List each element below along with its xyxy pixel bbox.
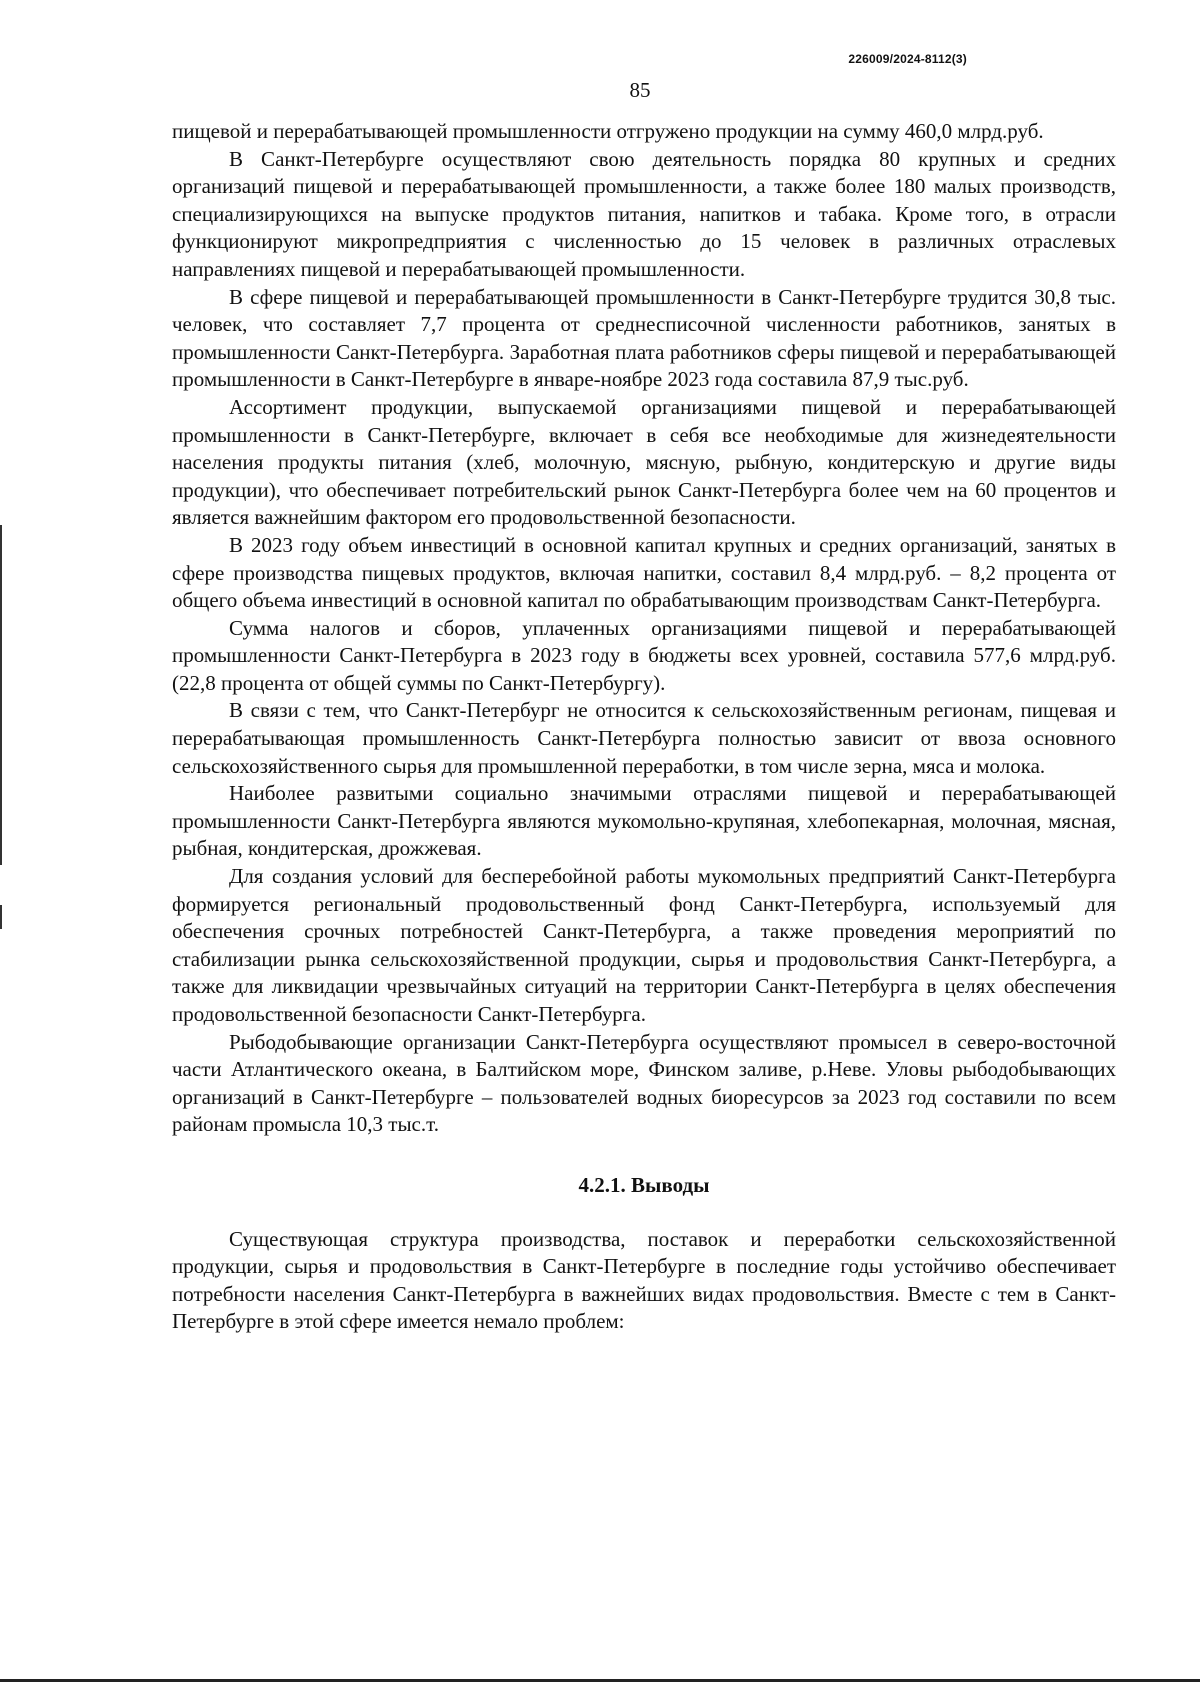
scan-bottom-edge — [0, 1679, 1200, 1682]
paragraph-food-fund: Для создания условий для бесперебойной работы мукомольных предприятий Санкт-Петербурга формируется региональный продовольственный фонд Санкт-Петербурга, используемый для обеспечения срочных потребностей Санкт-Петербурга, а также проведения мероприятий по стабилизации рынка сельскохозяйственной продукции, сырья и продовольствия Санкт-Петербурга, а также для ликвидации чрезвычайных ситуаций на территории Санкт-Петербурга в целях обеспечения продовольственной безопасности Санкт-Петербурга. — [172, 864, 1116, 1026]
paragraph-conclusions: Существующая структура производства, поставок и переработки сельскохозяйственной продукции, сырья и продовольствия в Санкт-Петербурге в последние годы устойчиво обеспечивает потребности населения Санкт-Петербурга в важнейших видах продовольствия. Вместе с тем в Санкт-Петербурге в этой сфере имеется немало проблем: — [172, 1226, 1116, 1334]
paragraph-employment: В сфере пищевой и перерабатывающей промышленности в Санкт-Петербурге трудится 30,8 тыс. человек, что составляет 7,7 процента от среднесписочной численности работников, занятых в промышленности Санкт-Петербурга. Заработная плата работников сферы пищевой и перерабатывающей промышленности в Санкт-Петербурге в январе-ноябре 2023 года составила 87,9 тыс.руб. — [172, 284, 1116, 392]
section-heading: 4.2.1. Выводы — [578, 1172, 710, 1197]
page-number: 85 — [629, 78, 651, 102]
paragraph-raw-materials: В связи с тем, что Санкт-Петербург не относится к сельскохозяйственным регионам, пищевая и перерабатывающая промышленность Санкт-Петербурга полностью зависит от ввоза основного сельскохозяйственного сырья для промышленной переработки, в том числе зерна, мяса и молока. — [172, 698, 1116, 778]
paragraph-assortment: Ассортимент продукции, выпускаемой организациями пищевой и перерабатывающей промышленности в Санкт-Петербурге, включает в себя все необходимые для жизнедеятельности населения продукты питания (хлеб, молочную, мясную, рыбную, кондитерскую и другие виды продукции), что обеспечивает потребительский рынок Санкт-Петербурга более чем на 60 процентов и является важнейшим фактором его продовольственной безопасности. — [172, 394, 1116, 530]
scan-edge-mark — [0, 525, 5, 865]
paragraph-taxes: Сумма налогов и сборов, уплаченных организациями пищевой и перерабатывающей промышленности Санкт-Петербурга в 2023 году в бюджеты всех уровней, составила 577,6 млрд.руб. (22,8 процента от общей суммы по Санкт-Петербургу). — [172, 615, 1116, 695]
paragraph-continuation: пищевой и перерабатывающей промышленности отгружено продукции на сумму 460,0 млрд.руб. — [172, 119, 1044, 143]
paragraph-industries: Наиболее развитыми социально значимыми отраслями пищевой и перерабатывающей промышленности Санкт-Петербурга являются мукомольно-крупяная, хлебопекарная, молочная, мясная, рыбная, кондитерская, дрожжевая. — [172, 781, 1116, 861]
paragraph-fishing: Рыбодобывающие организации Санкт-Петербурга осуществляют промысел в северо-восточной части Атлантического океана, в Балтийском море, Финском заливе, р.Неве. Уловы рыбодобывающих организаций в Санкт-Петербурге – пользователей водных биоресурсов за 2023 год составили по всем районам промысла 10,3 тыс.т. — [172, 1029, 1116, 1137]
document-registration-number: 226009/2024-8112(3) — [848, 52, 967, 66]
paragraph-enterprises: В Санкт-Петербурге осуществляют свою деятельность порядка 80 крупных и средних организаций пищевой и перерабатывающей промышленности, а также более 180 малых производств, специализирующихся на выпуске продуктов питания, напитков и табака. Кроме того, в отрасли функционируют микропредприятия с численностью до 15 человек в различных отраслевых направлениях пищевой и перерабатывающей промышленности. — [172, 146, 1116, 281]
document-body — [172, 118, 1116, 1336]
paragraph-investment: В 2023 году объем инвестиций в основной капитал крупных и средних организаций, занятых в сфере производства пищевых продуктов, включая напитки, составил 8,4 млрд.руб. – 8,2 процента от общего объема инвестиций в основной капитал по обрабатывающим производствам Санкт-Петербурга. — [172, 532, 1116, 613]
scan-edge-mark-lower — [0, 905, 5, 929]
